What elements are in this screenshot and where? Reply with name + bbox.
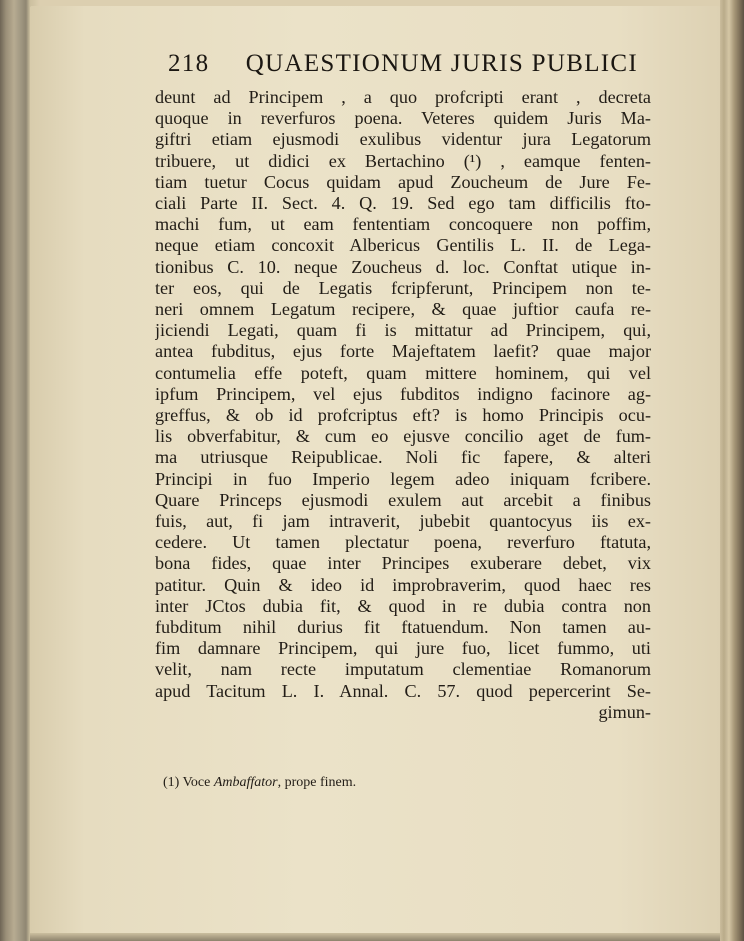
text-line: quoque in reverfuros poena. Veteres quidem Juris Ma- (155, 108, 651, 129)
text-line: ter eos, qui de Legatis fcripferunt, Principem non te- (155, 277, 651, 298)
text-line: deunt ad Principem , a quo profcripti erant , decreta (155, 87, 651, 107)
page-number: 218 (168, 50, 210, 77)
catchword: gimun- (598, 701, 651, 722)
text-line: fubditum nihil durius fit ftatuendum. Non tamen au- (155, 617, 651, 638)
text-line: ipfum Principem, vel ejus fubditos indigno facinore ag- (155, 383, 651, 404)
text-line: patitur. Quin & ideo id improbraverim, quod haec res (155, 574, 651, 595)
text-line: tiam tuetur Cocus quidam apud Zoucheum de Jure Fe- (155, 171, 651, 192)
text-line: velit, nam recte imputatum clementiae Romanorum (155, 659, 651, 680)
text-line: greffus, & ob id profcriptus eft? is homo Principis ocu- (155, 405, 651, 426)
body-text (155, 87, 651, 723)
text-line: tribuere, ut didici ex Bertachino (¹) , eamque fenten- (155, 150, 651, 171)
text-line: jiciendi Legati, quam fi is mittatur ad Principem, qui, (155, 320, 651, 341)
footnote-marker: (1) (163, 775, 180, 790)
text-line: ma utriusque Reipublicae. Noli fic fapere, & alteri (155, 447, 651, 468)
text-line: machi fum, ut eam fententiam concoquere non poffim, (155, 214, 651, 235)
footnote (163, 775, 356, 791)
text-line: fim damnare Principem, qui jure fuo, licet fummo, uti (155, 638, 651, 659)
text-line: bona fides, quae inter Principes exuberare debet, vix (155, 553, 651, 574)
footnote-tail: , prope finem. (277, 775, 357, 790)
text-line: lis obverfabitur, & cum eo ejusve concilio aget de fum- (155, 426, 651, 447)
text-line: contumelia effe poteft, quam mittere hominem, qui vel (155, 362, 651, 383)
running-header (168, 50, 638, 78)
footnote-text: Voce (182, 775, 211, 790)
text-line: cedere. Ut tamen plectatur poena, reverfuro ftatuta, (155, 532, 651, 553)
text-line: neri omnem Legatum recipere, & quae juftior caufa re- (155, 299, 651, 320)
text-line: apud Tacitum L. I. Annal. C. 57. quod pepercerint Se- (155, 680, 651, 701)
page-edge-bottom (30, 933, 720, 941)
running-title: QUAESTIONUM JURIS PUBLICI (245, 50, 638, 77)
page-edges-right (720, 0, 744, 941)
text-line: inter JCtos dubia fit, & quod in re dubia contra non (155, 595, 651, 616)
text-line: neque etiam concoxit Albericus Gentilis L. II. de Lega- (155, 235, 651, 256)
text-line: Principi in fuo Imperio legem adeo iniquam fcribere. (155, 468, 651, 489)
text-line: ciali Parte II. Sect. 4. Q. 19. Sed ego tam difficilis fto- (155, 193, 651, 214)
text-line: antea fubditus, ejus forte Majeftatem laefit? quae major (155, 341, 651, 362)
text-line: Quare Princeps ejusmodi exulem aut arcebit a finibus (155, 489, 651, 510)
text-line: fuis, aut, fi jam intraverit, jubebit quantocyus iis ex- (155, 511, 651, 532)
text-line: giftri etiam ejusmodi exulibus videntur jura Legatorum (155, 129, 651, 150)
footnote-italic-term: Ambaffator (213, 775, 278, 790)
text-line: tionibus C. 10. neque Zoucheus d. loc. Conftat utique in- (155, 256, 651, 277)
